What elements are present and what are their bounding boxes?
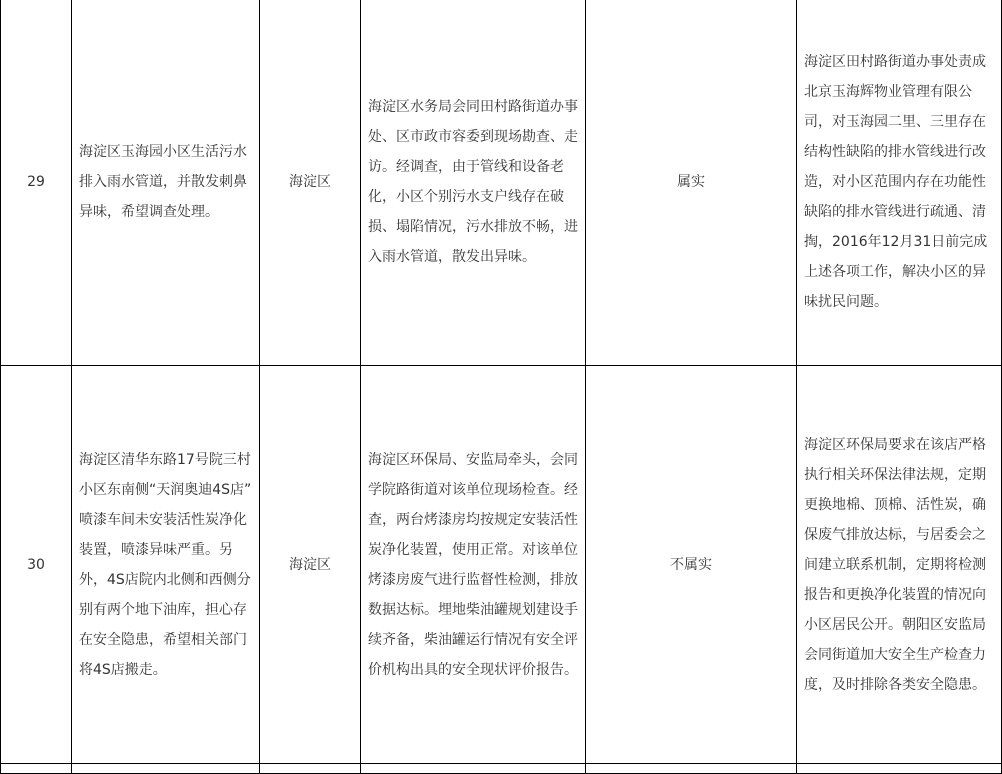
table-row [1, 366, 1002, 764]
district: 海淀区 [260, 0, 361, 366]
investigation-result: 海淀区水务局会同田村路街道办事处、区市政市容委到现场勘查、走访。经调查，由于管线和设备老化，小区个别污水支户线存在破损、塌陷情况，污水排放不畅，进入雨水管道，散发出异味。 [361, 0, 586, 366]
table-cell [1, 764, 72, 774]
verdict: 不属实 [586, 366, 797, 764]
table-row [1, 0, 1002, 366]
verdict: 属实 [586, 0, 797, 366]
handling-measures: 海淀区田村路街道办事处责成北京玉海辉物业管理有限公司，对玉海园二里、三里存在结构性缺陷的排水管线进行改造，对小区范围内存在功能性缺陷的排水管线进行疏通、清掏，2016年12月31日前完成上述各项工作，解决小区的异味扰民问题。 [797, 0, 1002, 366]
table-cell [72, 764, 260, 774]
complaint-content: 海淀区玉海园小区生活污水排入雨水管道，并散发刺鼻异味，希望调查处理。 [72, 0, 260, 366]
investigation-result: 海淀区环保局、安监局牵头，会同学院路街道对该单位现场检查。经查，两台烤漆房均按规定安装活性炭净化装置，使用正常。对该单位烤漆房废气进行监督性检测，排放数据达标。埋地柴油罐规划建设手续齐备，柴油罐运行情况有安全评价机构出具的安全现状评价报告。 [361, 366, 586, 764]
case-number: 29 [1, 0, 72, 366]
case-number: 30 [1, 366, 72, 764]
handling-measures: 海淀区环保局要求在该店严格执行相关环保法律法规，定期更换地棉、顶棉、活性炭，确保废气排放达标，与居委会之间建立联系机制，定期将检测报告和更换净化装置的情况向小区居民公开。朝阳区安监局会同街道加大安全生产检查力度，及时排除各类安全隐患。 [797, 366, 1002, 764]
table-row [1, 764, 1002, 774]
table-cell [586, 764, 797, 774]
table-cell [260, 764, 361, 774]
table-cell [797, 764, 1002, 774]
district: 海淀区 [260, 366, 361, 764]
table-cell [361, 764, 586, 774]
complaint-content: 海淀区清华东路17号院三村小区东南侧“天润奥迪4S店” 喷漆车间未安装活性炭净化装置，喷漆异味严重。另外，4S店院内北侧和西侧分别有两个地下油库，担心存在安全隐患，希望相关部门将4S店搬走。 [72, 366, 260, 764]
